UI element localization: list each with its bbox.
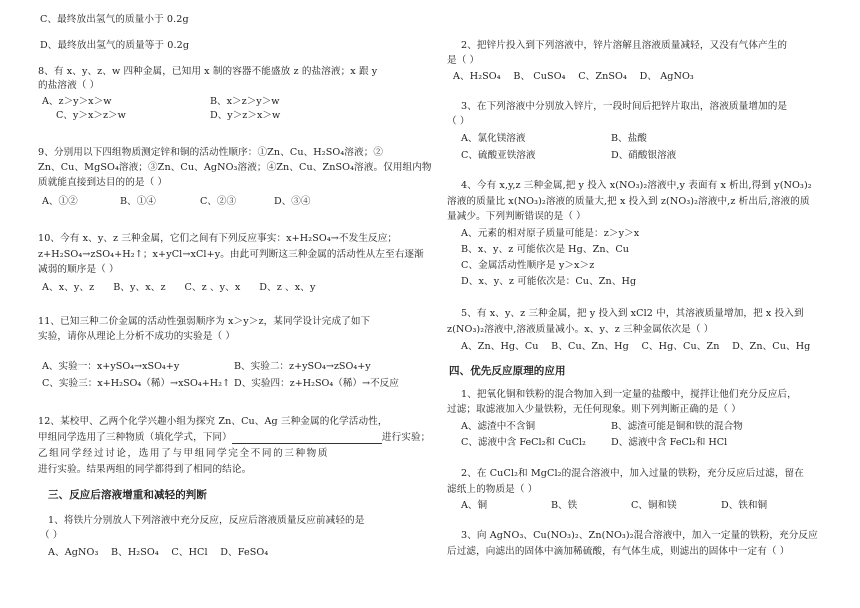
q12-answer-blank[interactable] <box>232 433 382 444</box>
s4q1-option-b: B、滤渣可能是铜和铁的混合物 <box>611 421 743 432</box>
q4-option-d: D、x、y、z 可能依次是：Cu、Zn、Hg <box>461 276 637 287</box>
q11-option-b: B、实验二：z+ySO₄→zSO₄+y <box>234 361 371 372</box>
s4q2-stem-line2: 滤纸上的物质是（ ） <box>447 484 538 495</box>
s4q2-option-d: D、铁和铜 <box>721 500 768 511</box>
q12-stem-line2 <box>38 432 430 444</box>
q8-option-c: C、y＞x＞z＞w <box>56 110 126 121</box>
s4q1-stem-line2: 过滤；取滤液加入少量铁粉，无任何现象。则下列判断正确的是（ ） <box>447 404 741 415</box>
s3q1-stem-line1: 1、将铁片分别放人下列溶液中充分反应，反应后溶液质量反应前减轻的是 <box>48 515 365 526</box>
q9-stem-line3: 质就能直接到达目的的是（ ） <box>38 177 168 188</box>
q3-option-b: B、盐酸 <box>611 133 647 144</box>
s4q1-option-d: D、滤液中含 FeCl₂和 HCl <box>611 437 728 448</box>
s4q1-option-c: C、滤液中含 FeCl₂和 CuCl₂ <box>461 437 586 448</box>
q10-options: A、x、y、z B、y、x、z C、z 、y、x D、z 、x、y <box>42 282 316 293</box>
q12-stem-line2-end: 进行实验； <box>381 432 431 443</box>
q4-stem-line2: 溶液的质量比 x(NO₃)₂溶液的质量大,把 x 投入到 z(NO₃)₂溶液中,z 析出后,溶液的质 <box>447 196 810 207</box>
q11-stem-line2: 实验，请你从理论上分析不成功的实验是（ ） <box>38 331 236 342</box>
q5-stem-line2: z(NO₃)₂溶液中,溶液质量减小。x、y、z 三种金属依次是（ ） <box>447 324 714 335</box>
q9-option-b: B、①④ <box>120 196 156 207</box>
q9-stem-line1: 9、分别用以下四组物质测定锌和铜的活动性顺序：①Zn、Cu、H₂SO₄溶液；② <box>38 147 384 158</box>
q3-option-d: D、硝酸银溶液 <box>611 150 677 161</box>
s4q2-option-b: B、铁 <box>551 500 578 511</box>
q10-stem-line1: 10、今有 x、y、z 三种金属，它们之间有下列反应事实：x+H₂SO₄→不发生反应； <box>38 233 398 244</box>
q5-stem-line1: 5、有 x、y、z 三种金属，把 y 投入到 xCl2 中，其溶液质量增加，把 x 投入到 <box>461 308 804 319</box>
s4q2-options <box>447 500 832 514</box>
q10-stem-line3: 减弱的顺序是（ ） <box>38 264 119 275</box>
q8-option-d: D、y＞z＞x＞w <box>210 110 281 121</box>
q11-option-d: D、实验四：z+H₂SO₄（稀）→不反应 <box>234 378 399 389</box>
q4-option-a: A、元素的相对原子质量可能是：z＞y＞x <box>461 228 640 239</box>
q3-stem-line2: （ ） <box>447 116 470 127</box>
s4q2-option-a: A、铜 <box>461 500 488 511</box>
q8-option-b: B、x＞z＞y＞w <box>210 96 280 107</box>
q12-stem-line1: 12、某校甲、乙两个化学兴趣小组为探究 Zn、Cu、Ag 三种金属的化学活动性， <box>38 416 388 427</box>
q5-options: A、Zn、Hg、Cu B、Cu、Zn、Hg C、Hg、Cu、Zn D、Zn、Cu、Hg <box>461 341 811 352</box>
q3-stem-line1: 3、在下列溶液中分别放入锌片，一段时间后把锌片取出，溶液质量增加的是 <box>461 101 788 112</box>
q8-options <box>38 96 418 124</box>
q2-stem-line1: 2、把锌片投入到下列溶液中，锌片溶解且溶液质量减轻，又没有气体产生的 <box>461 40 788 51</box>
q9-option-c: C、②③ <box>200 196 237 207</box>
s3q1-options: A、AgNO₃ B、H₂SO₄ C、HCl D、FeSO₄ <box>48 547 269 558</box>
left-column <box>38 0 432 608</box>
q11-options <box>38 361 418 389</box>
q3-options <box>447 133 832 165</box>
q11-option-c: C、实验三：x+H₂SO₄（稀）→xSO₄+H₂↑ <box>42 378 231 389</box>
q12-stem-line2-start: 甲组同学选用了三种物质（填化学式，下同） <box>38 432 232 443</box>
q8-stem-line1: 8、有 x、y、z、w 四种金属，已知用 x 制的容器不能盛放 z 的盐溶液；x 跟 y <box>38 66 378 77</box>
q7-option-c: C、最终放出氢气的质量小于 0.2g <box>40 14 189 25</box>
q11-stem-line1: 11、已知三种二价金属的活动性强弱顺序为 x＞y＞z，某同学设计完成了如下 <box>38 316 371 327</box>
q2-stem-line2: 是（ ） <box>447 55 480 66</box>
q9-stem-line2: Zn、Cu、MgSO₄溶液；③Zn、Cu、AgNO₃溶液；④Zn、Cu、ZnSO₄溶液。仅用组内物 <box>38 162 432 173</box>
q11-option-a: A、实验一：x+ySO₄→xSO₄+y <box>42 361 180 372</box>
q3-option-c: C、硫酸亚铁溶液 <box>461 150 536 161</box>
q4-stem-line1: 4、今有 x,y,z 三种金属,把 y 投入 x(NO₃)₂溶液中,y 表面有 x 析出,得到 y(NO₃)₂ <box>461 180 812 191</box>
s4q3-stem-line2: 后过滤，向滤出的固体中滴加稀硫酸，有气体生成，则滤出的固体中一定有（ ） <box>447 546 790 557</box>
s4q1-options <box>447 421 832 453</box>
q4-option-b: B、x、y、z 可能依次是 Hg、Zn、Cu <box>461 244 630 255</box>
q12-stem-line4: 进行实验。结果两组的同学都得到了相同的结论。 <box>38 464 252 475</box>
s4q2-option-c: C、铜和镁 <box>631 500 677 511</box>
right-column <box>447 0 832 608</box>
s4q3-stem-line1: 3、向 AgNO₃、Cu(NO₃)₂、Zn(NO₃)₂混合溶液中，加入一定量的铁粉，充分反应 <box>461 530 818 541</box>
q3-option-a: A、氯化镁溶液 <box>461 133 526 144</box>
q4-stem-line3: 量减少。下列判断错误的是（ ） <box>447 211 586 222</box>
q9-option-d: D、③④ <box>274 196 311 207</box>
q8-option-a: A、z＞y＞x＞w <box>42 96 112 107</box>
s4q2-stem-line1: 2、在 CuCl₂和 MgCl₂的混合溶液中，加入过量的铁粉，充分反应后过滤，留在 <box>461 468 804 479</box>
q10-stem-line2: z+H₂SO₄→zSO₄+H₂↑；x+yCl→xCl+y。由此可判断这三种金属的活动性从左至右逐渐 <box>38 249 424 260</box>
q7-option-d: D、最终放出氢气的质量等于 0.2g <box>40 40 190 51</box>
s4q1-option-a: A、滤渣中不含铜 <box>461 421 536 432</box>
q4-option-c: C、金属活动性顺序是 y＞x＞z <box>461 260 595 271</box>
q9-option-a: A、①② <box>42 196 78 207</box>
section-3-heading: 三、反应后溶液增重和减轻的判断 <box>48 489 207 501</box>
q2-options: A、H₂SO₄ B、 CuSO₄ C、ZnSO₄ D、 AgNO₃ <box>453 71 694 82</box>
section-4-heading: 四、优先反应原理的应用 <box>449 365 566 377</box>
q9-options <box>38 196 418 210</box>
s4q1-stem-line1: 1、把氧化铜和铁粉的混合物加入到一定量的盐酸中，搅拌让他们充分反应后， <box>461 389 797 400</box>
q12-stem-line3: 乙组同学经过讨论，选用了与甲组同学完全不同的三种物质 <box>38 448 330 459</box>
q8-stem-line2: 的盐溶液（ ） <box>38 80 100 91</box>
s3q1-stem-line2: （ ） <box>40 530 63 541</box>
